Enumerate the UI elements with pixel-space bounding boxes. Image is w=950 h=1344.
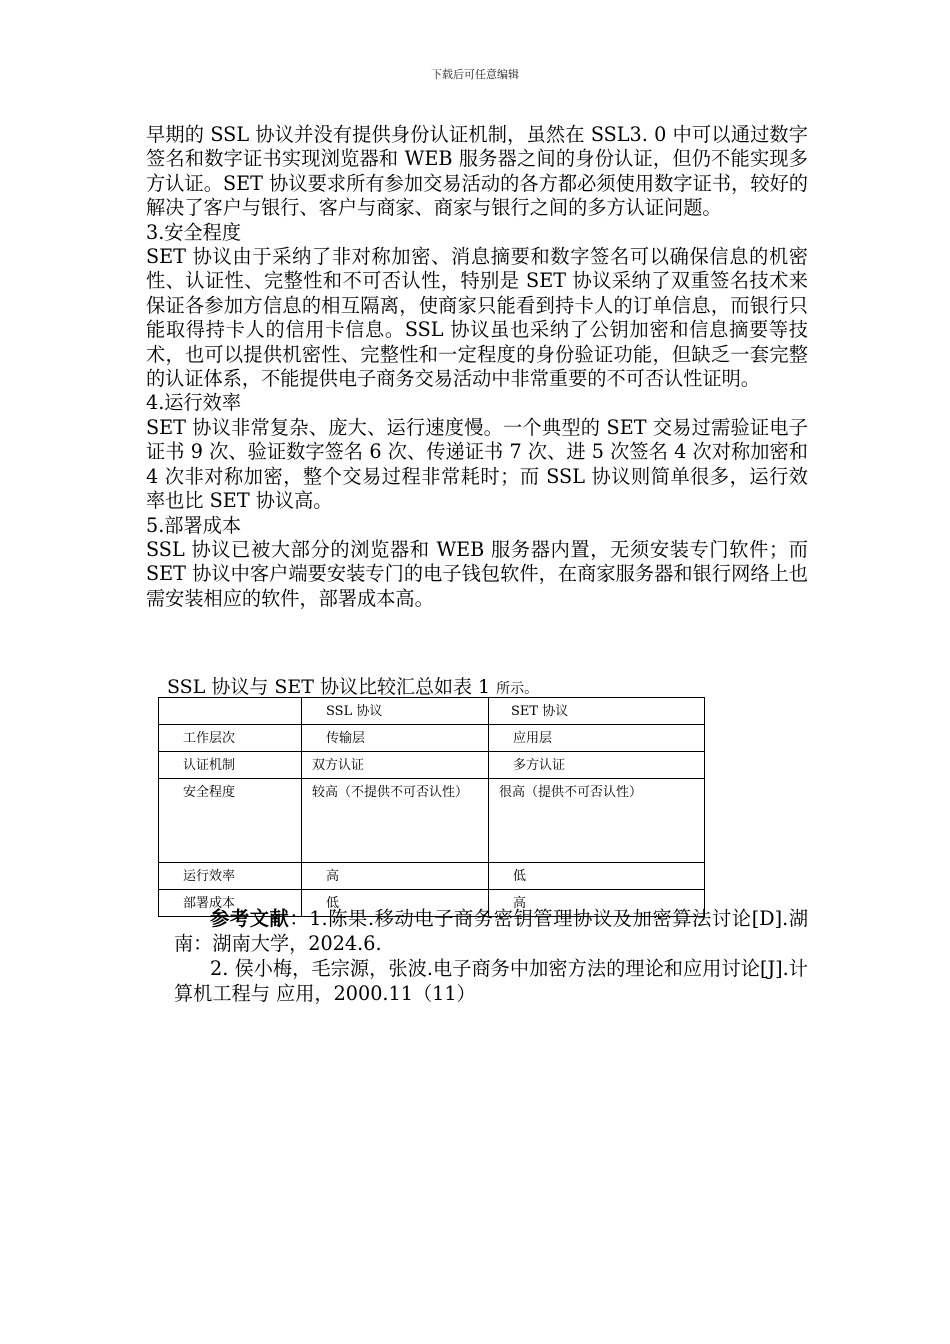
comparison-table <box>158 697 705 917</box>
ssl-value: 低 <box>302 890 489 917</box>
set-value: 高 <box>489 890 705 917</box>
references <box>174 906 808 1006</box>
row-label: 运行效率 <box>159 863 302 890</box>
set-value: 低 <box>489 863 705 890</box>
section-heading-security: 3.安全程度 <box>146 220 242 244</box>
caption-main: SSL 协议与 SET 协议比较汇总如表 1 <box>167 676 497 698</box>
section-heading-cost: 5.部署成本 <box>146 513 242 537</box>
reference-1 <box>174 906 808 956</box>
paragraph-cost: SSL 协议已被大部分的浏览器和 WEB 服务器内置，无须安装专门软件；而 SET 协议中客户端要安装专门的电子钱包软件，在商家服务器和银行网络上也需安装相应的软件，部署成本高。 <box>146 537 808 610</box>
header-cell-set: SET 协议 <box>489 698 705 725</box>
table-row <box>159 863 705 890</box>
ssl-value: 双方认证 <box>302 752 489 779</box>
page-header: 下载后可任意编辑 <box>431 68 519 81</box>
header-cell-ssl: SSL 协议 <box>302 698 489 725</box>
table-header-row <box>159 698 705 725</box>
table-row <box>159 752 705 779</box>
row-label: 部署成本 <box>159 890 302 917</box>
paragraph-authentication: 早期的 SSL 协议并没有提供身份认证机制，虽然在 SSL3. 0 中可以通过数字签名和数字证书实现浏览器和 WEB 服务器之间的身份认证，但仍不能实现多方认证。SET 协议要求所有参加交易活动的各方都必须使用数字证书，较好的解决了客户与银行、客户与商家、商家与银行之间的多方认证问题。 <box>146 123 808 220</box>
section-heading-efficiency: 4.运行效率 <box>146 391 242 415</box>
paragraph-security: SET 协议由于采纳了非对称加密、消息摘要和数字签名可以确保信息的机密性、认证性、完整性和不可否认性，特别是 SET 协议采纳了双重签名技术来保证各参加方信息的相互隔离，使商家只能看到持卡人的订单信息，而银行只能取得持卡人的信用卡信息。SSL 协议虽也采纳了公钥加密和信息摘要等技术，也可以提供机密性、完整性和一定程度的身份验证功能，但缺乏一套完整的认证体系，不能提供电子商务交易活动中非常重要的不可否认性证明。 <box>146 245 808 391</box>
ssl-value: 高 <box>302 863 489 890</box>
reference-2-text: 2. 侯小梅，毛宗源，张波.电子商务中加密方法的理论和应用讨论[J].计算机工程与 应用，2000.11（11） <box>174 957 808 1005</box>
set-value: 很高（提供不可否认性） <box>489 779 705 863</box>
caption-tail: 所示。 <box>496 681 539 697</box>
row-label: 安全程度 <box>159 779 302 863</box>
header-cell-empty <box>159 698 302 725</box>
row-label: 工作层次 <box>159 725 302 752</box>
ssl-value: 传输层 <box>302 725 489 752</box>
row-label: 认证机制 <box>159 752 302 779</box>
reference-1-text: ：1.陈果.移动电子商务密钥管理协议及加密算法讨论[D].湖南：湖南大学，2024.6. <box>174 907 809 955</box>
set-value: 多方认证 <box>489 752 705 779</box>
ssl-value: 较高（不提供不可否认性） <box>302 779 489 863</box>
set-value: 应用层 <box>489 725 705 752</box>
table-row <box>159 779 705 863</box>
paragraph-efficiency: SET 协议非常复杂、庞大、运行速度慢。一个典型的 SET 交易过需验证电子证书 9 次、验证数字签名 6 次、传递证书 7 次、进 5 次签名 4 次对称加密和 4 次非对称加密，整个交易过程非常耗时；而 SSL 协议则简单很多，运行效率也比 SET 协议高。 <box>146 415 808 513</box>
references-label: 参考文献 <box>210 907 290 930</box>
body-text <box>146 123 808 611</box>
table-row <box>159 725 705 752</box>
reference-2 <box>174 956 808 1006</box>
